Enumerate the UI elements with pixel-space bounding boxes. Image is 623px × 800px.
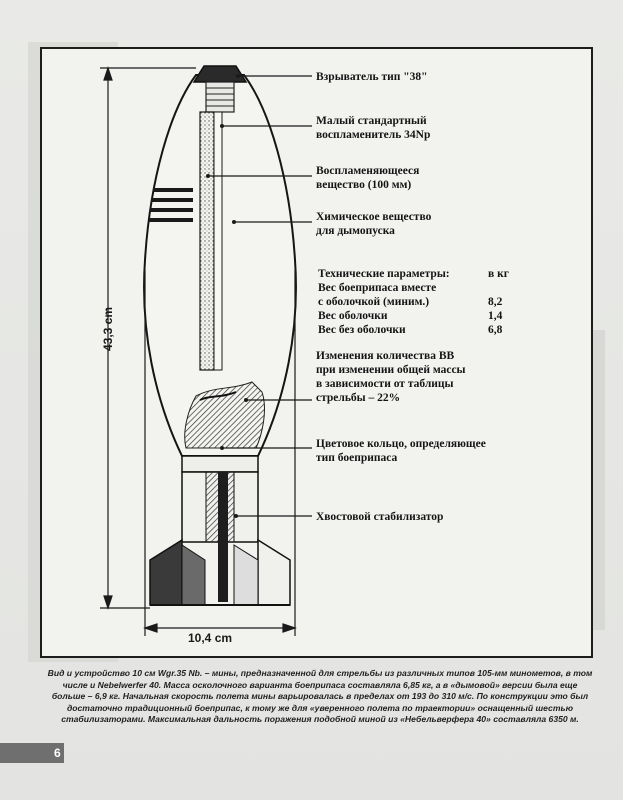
params-unit: в кг: [488, 268, 509, 280]
tail-fins: [150, 540, 182, 605]
label-tail: Хвостовой стабилизатор: [316, 511, 444, 523]
technical-parameters: [318, 267, 528, 337]
figure-caption: Вид и устройство 10 см Wgr.35 Nb. – мины, предназначенной для стрельбы из различных типов 105-мм минометов, в том числе и Nebelwerfer 40. Масса осколочного варианта боеприпаса составляла 6,85 кг, а в «дымовой» версии была еще больше – 6,9 кг. Начальная скорость полета мины варьировалась в пределах от 193 до 310 м/с. По конструкции это был достаточно традиционный боеприпас, к тому же для «уверенного полета по траектории» оснащенный шестью стабилизаторами. Максимальная дальность поражения подобной миной из «Небельверфера 40» составляла 6350 м.: [47, 668, 593, 725]
params-row: с оболочкой (миним.) 8,2: [318, 296, 503, 308]
fuze: [194, 66, 246, 82]
igniter-tube: [200, 112, 214, 370]
length-label: 43,3 cm: [101, 306, 116, 352]
diameter-label: 10,4 cm: [188, 631, 233, 645]
label-color-ring: Цветовое кольцо, определяющее тип боеприпаса: [316, 438, 486, 464]
params-header: Технические параметры:: [318, 268, 450, 280]
label-explosive-change: Изменения количества ВВ при изменении общей массы в зависимости от таблицы стрельбы – 22%: [316, 350, 466, 404]
page-number: 6: [54, 746, 61, 760]
params-header-row: [318, 267, 528, 281]
label-fuze: Взрыватель тип "38": [316, 71, 428, 83]
params-row: Вес боеприпаса вместе: [318, 282, 437, 294]
color-ring: [182, 456, 258, 472]
params-row: Вес оболочки 1,4: [318, 310, 503, 322]
label-chemical: Химическое вещество для дымопуска: [316, 211, 432, 237]
params-row: Вес без оболочки 6,8: [318, 324, 503, 336]
label-incendiary: Воспламеняющееся вещество (100 мм): [316, 165, 420, 191]
label-igniter: Малый стандартный воспламенитель 34Np: [316, 115, 431, 141]
